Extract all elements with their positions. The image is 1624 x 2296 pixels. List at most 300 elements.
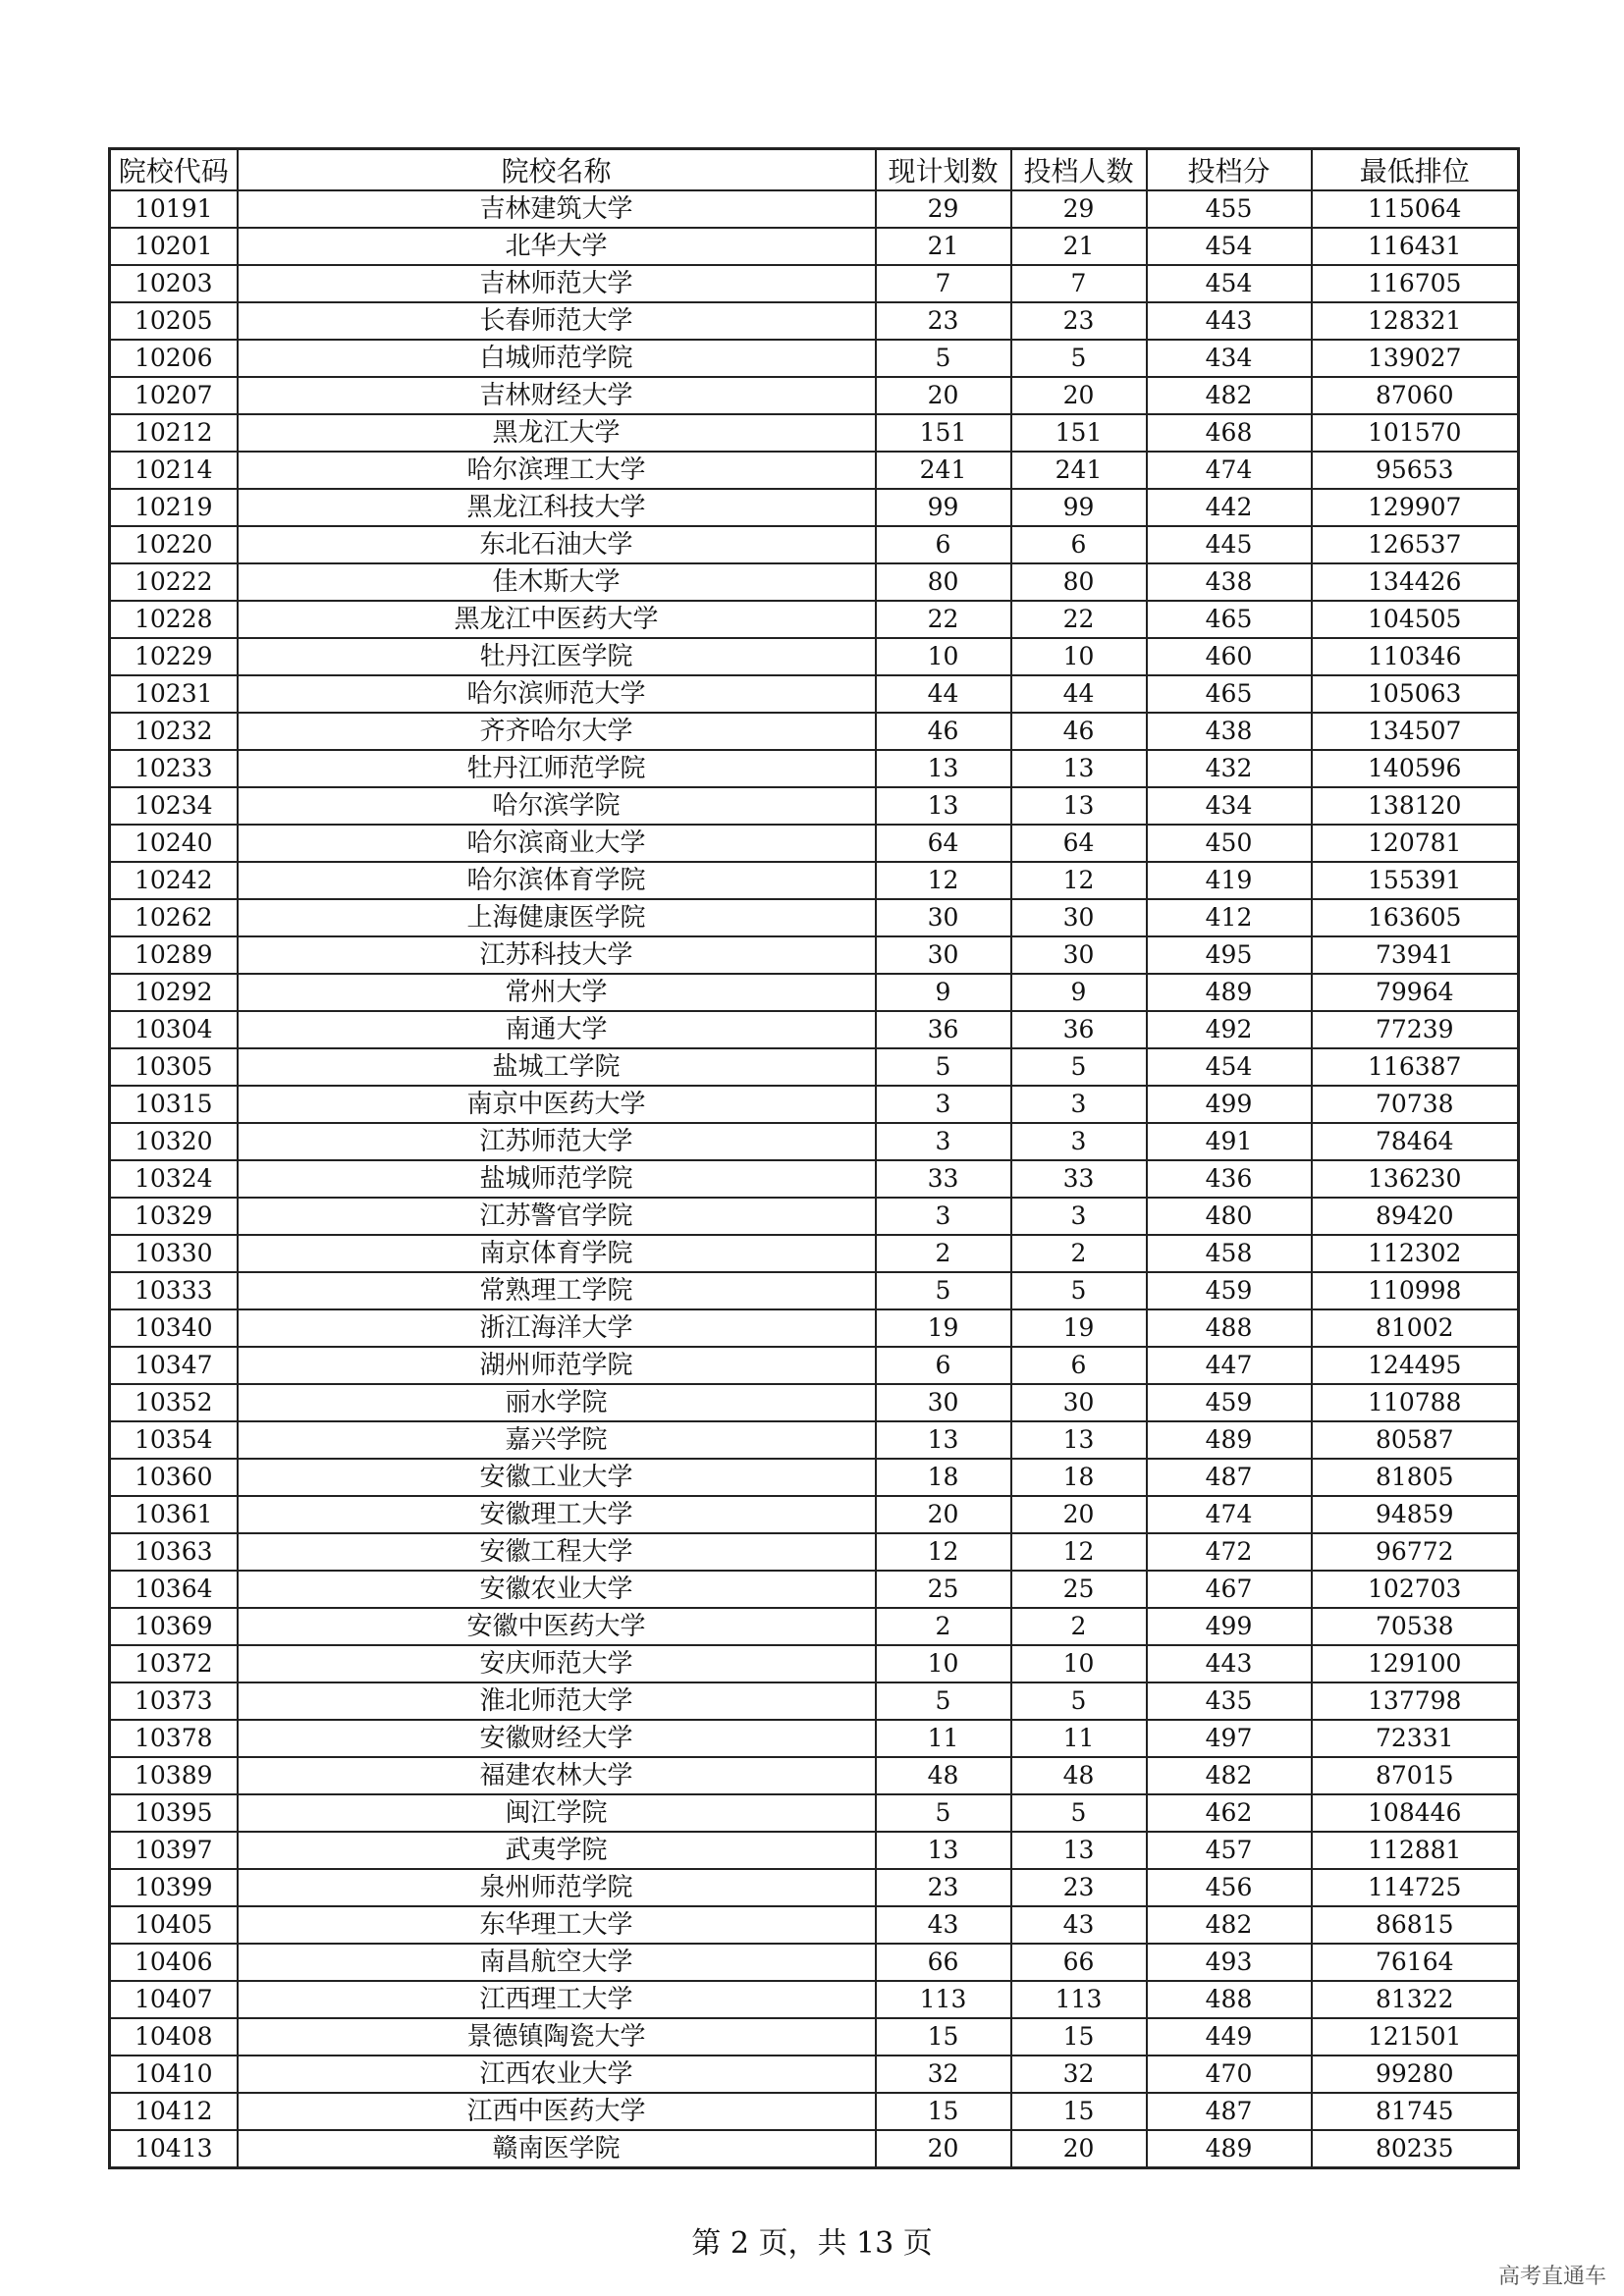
- plan-count-cell: 99: [876, 489, 1011, 526]
- lowest-rank-cell: 121501: [1312, 2018, 1519, 2056]
- school-code-cell: 10395: [110, 1794, 238, 1832]
- admitted-count-cell: 66: [1011, 1944, 1147, 1981]
- lowest-rank-cell: 81002: [1312, 1309, 1519, 1347]
- school-name-cell: 安徽理工大学: [238, 1496, 876, 1533]
- school-name-cell: 福建农林大学: [238, 1757, 876, 1794]
- school-code-cell: 10352: [110, 1384, 238, 1421]
- lowest-rank-cell: 96772: [1312, 1533, 1519, 1571]
- cutoff-score-cell: 432: [1147, 750, 1312, 787]
- cutoff-score-cell: 449: [1147, 2018, 1312, 2056]
- school-code-cell: 10333: [110, 1272, 238, 1309]
- admitted-count-cell: 15: [1011, 2018, 1147, 2056]
- lowest-rank-cell: 72331: [1312, 1720, 1519, 1757]
- plan-count-cell: 30: [876, 899, 1011, 936]
- school-code-cell: 10361: [110, 1496, 238, 1533]
- admitted-count-cell: 22: [1011, 601, 1147, 638]
- school-name-cell: 嘉兴学院: [238, 1421, 876, 1459]
- page-number-footer: 第 2 页，共 13 页: [691, 2226, 933, 2261]
- lowest-rank-cell: 110998: [1312, 1272, 1519, 1309]
- cutoff-score-cell: 495: [1147, 936, 1312, 974]
- plan-count-cell: 23: [876, 1869, 1011, 1906]
- lowest-rank-cell: 108446: [1312, 1794, 1519, 1832]
- school-name-cell: 黑龙江大学: [238, 414, 876, 452]
- school-name-cell: 东北石油大学: [238, 526, 876, 563]
- plan-count-cell: 5: [876, 1682, 1011, 1720]
- plan-count-cell: 13: [876, 750, 1011, 787]
- lowest-rank-cell: 116431: [1312, 228, 1519, 265]
- plan-count-cell: 10: [876, 638, 1011, 675]
- plan-count-cell: 19: [876, 1309, 1011, 1347]
- school-code-cell: 10315: [110, 1086, 238, 1123]
- lowest-rank-cell: 94859: [1312, 1496, 1519, 1533]
- cutoff-score-cell: 482: [1147, 377, 1312, 414]
- lowest-rank-cell: 80587: [1312, 1421, 1519, 1459]
- plan-count-cell: 113: [876, 1981, 1011, 2018]
- school-name-cell: 吉林师范大学: [238, 265, 876, 302]
- cutoff-score-cell: 482: [1147, 1906, 1312, 1944]
- school-name-cell: 江西农业大学: [238, 2056, 876, 2093]
- school-code-cell: 10289: [110, 936, 238, 974]
- school-name-cell: 南京中医药大学: [238, 1086, 876, 1123]
- lowest-rank-cell: 87060: [1312, 377, 1519, 414]
- lowest-rank-cell: 134507: [1312, 713, 1519, 750]
- plan-count-cell: 64: [876, 825, 1011, 862]
- school-code-cell: 10191: [110, 190, 238, 228]
- lowest-rank-cell: 70738: [1312, 1086, 1519, 1123]
- plan-count-cell: 6: [876, 526, 1011, 563]
- school-name-cell: 北华大学: [238, 228, 876, 265]
- cutoff-score-cell: 455: [1147, 190, 1312, 228]
- school-name-cell: 白城师范学院: [238, 340, 876, 377]
- lowest-rank-cell: 163605: [1312, 899, 1519, 936]
- cutoff-score-cell: 488: [1147, 1981, 1312, 2018]
- school-code-cell: 10363: [110, 1533, 238, 1571]
- table-row: [110, 1981, 1519, 2018]
- header-cutoff-score: 投档分: [1147, 149, 1312, 191]
- admitted-count-cell: 80: [1011, 563, 1147, 601]
- admitted-count-cell: 3: [1011, 1198, 1147, 1235]
- admitted-count-cell: 3: [1011, 1123, 1147, 1160]
- school-code-cell: 10201: [110, 228, 238, 265]
- school-name-cell: 安徽财经大学: [238, 1720, 876, 1757]
- school-code-cell: 10220: [110, 526, 238, 563]
- admitted-count-cell: 2: [1011, 1608, 1147, 1645]
- lowest-rank-cell: 114725: [1312, 1869, 1519, 1906]
- school-name-cell: 安庆师范大学: [238, 1645, 876, 1682]
- school-code-cell: 10412: [110, 2093, 238, 2130]
- table-row: [110, 1011, 1519, 1048]
- school-code-cell: 10360: [110, 1459, 238, 1496]
- admitted-count-cell: 20: [1011, 2130, 1147, 2168]
- school-code-cell: 10205: [110, 302, 238, 340]
- school-name-cell: 东华理工大学: [238, 1906, 876, 1944]
- cutoff-score-cell: 468: [1147, 414, 1312, 452]
- cutoff-score-cell: 419: [1147, 862, 1312, 899]
- cutoff-score-cell: 493: [1147, 1944, 1312, 1981]
- table-row: [110, 936, 1519, 974]
- school-name-cell: 闽江学院: [238, 1794, 876, 1832]
- cutoff-score-cell: 499: [1147, 1086, 1312, 1123]
- plan-count-cell: 13: [876, 1832, 1011, 1869]
- school-name-cell: 江苏师范大学: [238, 1123, 876, 1160]
- admitted-count-cell: 13: [1011, 750, 1147, 787]
- table-row: [110, 1384, 1519, 1421]
- table-row: [110, 1682, 1519, 1720]
- table-row: [110, 1608, 1519, 1645]
- plan-count-cell: 36: [876, 1011, 1011, 1048]
- cutoff-score-cell: 434: [1147, 787, 1312, 825]
- lowest-rank-cell: 104505: [1312, 601, 1519, 638]
- plan-count-cell: 11: [876, 1720, 1011, 1757]
- school-code-cell: 10347: [110, 1347, 238, 1384]
- lowest-rank-cell: 112302: [1312, 1235, 1519, 1272]
- plan-count-cell: 2: [876, 1608, 1011, 1645]
- header-admitted-count: 投档人数: [1011, 149, 1147, 191]
- school-code-cell: 10324: [110, 1160, 238, 1198]
- school-name-cell: 江西理工大学: [238, 1981, 876, 2018]
- school-code-cell: 10407: [110, 1981, 238, 2018]
- cutoff-score-cell: 443: [1147, 1645, 1312, 1682]
- cutoff-score-cell: 462: [1147, 1794, 1312, 1832]
- lowest-rank-cell: 87015: [1312, 1757, 1519, 1794]
- plan-count-cell: 22: [876, 601, 1011, 638]
- admitted-count-cell: 46: [1011, 713, 1147, 750]
- plan-count-cell: 7: [876, 265, 1011, 302]
- table-row: [110, 1944, 1519, 1981]
- school-name-cell: 常州大学: [238, 974, 876, 1011]
- admitted-count-cell: 13: [1011, 1832, 1147, 1869]
- lowest-rank-cell: 76164: [1312, 1944, 1519, 1981]
- cutoff-score-cell: 470: [1147, 2056, 1312, 2093]
- table-row: [110, 1496, 1519, 1533]
- header-row: [110, 149, 1519, 191]
- school-code-cell: 10212: [110, 414, 238, 452]
- lowest-rank-cell: 112881: [1312, 1832, 1519, 1869]
- plan-count-cell: 13: [876, 787, 1011, 825]
- school-name-cell: 哈尔滨师范大学: [238, 675, 876, 713]
- plan-count-cell: 5: [876, 1794, 1011, 1832]
- school-code-cell: 10232: [110, 713, 238, 750]
- lowest-rank-cell: 138120: [1312, 787, 1519, 825]
- lowest-rank-cell: 110346: [1312, 638, 1519, 675]
- header-school-name: 院校名称: [238, 149, 876, 191]
- admitted-count-cell: 15: [1011, 2093, 1147, 2130]
- admitted-count-cell: 6: [1011, 526, 1147, 563]
- table-row: [110, 974, 1519, 1011]
- admitted-count-cell: 20: [1011, 1496, 1147, 1533]
- lowest-rank-cell: 81745: [1312, 2093, 1519, 2130]
- admitted-count-cell: 29: [1011, 190, 1147, 228]
- table-row: [110, 2056, 1519, 2093]
- table-header: [110, 149, 1519, 191]
- school-name-cell: 哈尔滨理工大学: [238, 452, 876, 489]
- plan-count-cell: 6: [876, 1347, 1011, 1384]
- admitted-count-cell: 44: [1011, 675, 1147, 713]
- school-code-cell: 10229: [110, 638, 238, 675]
- lowest-rank-cell: 134426: [1312, 563, 1519, 601]
- school-code-cell: 10330: [110, 1235, 238, 1272]
- plan-count-cell: 3: [876, 1198, 1011, 1235]
- table-row: [110, 1123, 1519, 1160]
- table-row: [110, 862, 1519, 899]
- school-name-cell: 湖州师范学院: [238, 1347, 876, 1384]
- admitted-count-cell: 30: [1011, 936, 1147, 974]
- lowest-rank-cell: 79964: [1312, 974, 1519, 1011]
- table-row: [110, 1794, 1519, 1832]
- plan-count-cell: 18: [876, 1459, 1011, 1496]
- cutoff-score-cell: 412: [1147, 899, 1312, 936]
- plan-count-cell: 9: [876, 974, 1011, 1011]
- admitted-count-cell: 241: [1011, 452, 1147, 489]
- school-name-cell: 常熟理工学院: [238, 1272, 876, 1309]
- school-code-cell: 10203: [110, 265, 238, 302]
- cutoff-score-cell: 438: [1147, 713, 1312, 750]
- lowest-rank-cell: 110788: [1312, 1384, 1519, 1421]
- admitted-count-cell: 5: [1011, 1682, 1147, 1720]
- school-code-cell: 10228: [110, 601, 238, 638]
- cutoff-score-cell: 442: [1147, 489, 1312, 526]
- school-code-cell: 10413: [110, 2130, 238, 2168]
- cutoff-score-cell: 489: [1147, 2130, 1312, 2168]
- school-name-cell: 景德镇陶瓷大学: [238, 2018, 876, 2056]
- table-row: [110, 1160, 1519, 1198]
- cutoff-score-cell: 467: [1147, 1571, 1312, 1608]
- admitted-count-cell: 12: [1011, 862, 1147, 899]
- cutoff-score-cell: 438: [1147, 563, 1312, 601]
- school-code-cell: 10292: [110, 974, 238, 1011]
- school-name-cell: 安徽工程大学: [238, 1533, 876, 1571]
- school-name-cell: 江苏科技大学: [238, 936, 876, 974]
- school-code-cell: 10408: [110, 2018, 238, 2056]
- lowest-rank-cell: 81322: [1312, 1981, 1519, 2018]
- cutoff-score-cell: 480: [1147, 1198, 1312, 1235]
- plan-count-cell: 33: [876, 1160, 1011, 1198]
- school-name-cell: 安徽农业大学: [238, 1571, 876, 1608]
- table-row: [110, 1048, 1519, 1086]
- table-row: [110, 1720, 1519, 1757]
- school-code-cell: 10372: [110, 1645, 238, 1682]
- plan-count-cell: 29: [876, 190, 1011, 228]
- cutoff-score-cell: 460: [1147, 638, 1312, 675]
- lowest-rank-cell: 78464: [1312, 1123, 1519, 1160]
- school-code-cell: 10354: [110, 1421, 238, 1459]
- header-plan-count: 现计划数: [876, 149, 1011, 191]
- admitted-count-cell: 9: [1011, 974, 1147, 1011]
- school-code-cell: 10240: [110, 825, 238, 862]
- plan-count-cell: 15: [876, 2093, 1011, 2130]
- admitted-count-cell: 36: [1011, 1011, 1147, 1048]
- school-name-cell: 牡丹江师范学院: [238, 750, 876, 787]
- cutoff-score-cell: 474: [1147, 1496, 1312, 1533]
- plan-count-cell: 5: [876, 1048, 1011, 1086]
- admitted-count-cell: 13: [1011, 787, 1147, 825]
- admitted-count-cell: 33: [1011, 1160, 1147, 1198]
- lowest-rank-cell: 95653: [1312, 452, 1519, 489]
- cutoff-score-cell: 445: [1147, 526, 1312, 563]
- admitted-count-cell: 43: [1011, 1906, 1147, 1944]
- school-name-cell: 南京体育学院: [238, 1235, 876, 1272]
- lowest-rank-cell: 116705: [1312, 265, 1519, 302]
- table-row: [110, 1235, 1519, 1272]
- school-code-cell: 10214: [110, 452, 238, 489]
- plan-count-cell: 46: [876, 713, 1011, 750]
- admitted-count-cell: 10: [1011, 638, 1147, 675]
- table-row: [110, 1272, 1519, 1309]
- lowest-rank-cell: 80235: [1312, 2130, 1519, 2168]
- school-code-cell: 10369: [110, 1608, 238, 1645]
- table-row: [110, 1757, 1519, 1794]
- school-code-cell: 10364: [110, 1571, 238, 1608]
- cutoff-score-cell: 465: [1147, 601, 1312, 638]
- plan-count-cell: 151: [876, 414, 1011, 452]
- school-code-cell: 10378: [110, 1720, 238, 1757]
- lowest-rank-cell: 70538: [1312, 1608, 1519, 1645]
- school-name-cell: 江苏警官学院: [238, 1198, 876, 1235]
- plan-count-cell: 241: [876, 452, 1011, 489]
- school-code-cell: 10410: [110, 2056, 238, 2093]
- school-code-cell: 10399: [110, 1869, 238, 1906]
- table-row: [110, 452, 1519, 489]
- admitted-count-cell: 5: [1011, 1048, 1147, 1086]
- lowest-rank-cell: 129907: [1312, 489, 1519, 526]
- table-row: [110, 1533, 1519, 1571]
- admitted-count-cell: 23: [1011, 1869, 1147, 1906]
- school-name-cell: 丽水学院: [238, 1384, 876, 1421]
- school-code-cell: 10233: [110, 750, 238, 787]
- school-code-cell: 10305: [110, 1048, 238, 1086]
- cutoff-score-cell: 492: [1147, 1011, 1312, 1048]
- cutoff-score-cell: 487: [1147, 2093, 1312, 2130]
- table-row: [110, 1869, 1519, 1906]
- table-row: [110, 2018, 1519, 2056]
- school-name-cell: 赣南医学院: [238, 2130, 876, 2168]
- plan-count-cell: 3: [876, 1123, 1011, 1160]
- lowest-rank-cell: 140596: [1312, 750, 1519, 787]
- school-name-cell: 黑龙江中医药大学: [238, 601, 876, 638]
- cutoff-score-cell: 436: [1147, 1160, 1312, 1198]
- plan-count-cell: 15: [876, 2018, 1011, 2056]
- admitted-count-cell: 5: [1011, 1794, 1147, 1832]
- school-name-cell: 哈尔滨商业大学: [238, 825, 876, 862]
- table-row: [110, 414, 1519, 452]
- plan-count-cell: 2: [876, 1235, 1011, 1272]
- lowest-rank-cell: 120781: [1312, 825, 1519, 862]
- lowest-rank-cell: 129100: [1312, 1645, 1519, 1682]
- lowest-rank-cell: 73941: [1312, 936, 1519, 974]
- header-lowest-rank: 最低排位: [1312, 149, 1519, 191]
- cutoff-score-cell: 489: [1147, 974, 1312, 1011]
- cutoff-score-cell: 489: [1147, 1421, 1312, 1459]
- cutoff-score-cell: 454: [1147, 228, 1312, 265]
- cutoff-score-cell: 497: [1147, 1720, 1312, 1757]
- table-row: [110, 1421, 1519, 1459]
- plan-count-cell: 48: [876, 1757, 1011, 1794]
- lowest-rank-cell: 115064: [1312, 190, 1519, 228]
- cutoff-score-cell: 454: [1147, 265, 1312, 302]
- table-row: [110, 638, 1519, 675]
- table-row: [110, 750, 1519, 787]
- admitted-count-cell: 3: [1011, 1086, 1147, 1123]
- lowest-rank-cell: 155391: [1312, 862, 1519, 899]
- school-code-cell: 10340: [110, 1309, 238, 1347]
- plan-count-cell: 20: [876, 2130, 1011, 2168]
- admitted-count-cell: 113: [1011, 1981, 1147, 2018]
- plan-count-cell: 66: [876, 1944, 1011, 1981]
- school-name-cell: 吉林建筑大学: [238, 190, 876, 228]
- plan-count-cell: 21: [876, 228, 1011, 265]
- table-row: [110, 2130, 1519, 2168]
- plan-count-cell: 5: [876, 340, 1011, 377]
- cutoff-score-cell: 458: [1147, 1235, 1312, 1272]
- cutoff-score-cell: 465: [1147, 675, 1312, 713]
- lowest-rank-cell: 77239: [1312, 1011, 1519, 1048]
- school-code-cell: 10231: [110, 675, 238, 713]
- admitted-count-cell: 20: [1011, 377, 1147, 414]
- admitted-count-cell: 5: [1011, 340, 1147, 377]
- admitted-count-cell: 10: [1011, 1645, 1147, 1682]
- school-name-cell: 吉林财经大学: [238, 377, 876, 414]
- admitted-count-cell: 2: [1011, 1235, 1147, 1272]
- admitted-count-cell: 21: [1011, 228, 1147, 265]
- admitted-count-cell: 30: [1011, 1384, 1147, 1421]
- plan-count-cell: 32: [876, 2056, 1011, 2093]
- cutoff-score-cell: 488: [1147, 1309, 1312, 1347]
- table-row: [110, 2093, 1519, 2130]
- cutoff-score-cell: 450: [1147, 825, 1312, 862]
- lowest-rank-cell: 136230: [1312, 1160, 1519, 1198]
- lowest-rank-cell: 124495: [1312, 1347, 1519, 1384]
- plan-count-cell: 13: [876, 1421, 1011, 1459]
- table-row: [110, 825, 1519, 862]
- table-row: [110, 1198, 1519, 1235]
- cutoff-score-cell: 487: [1147, 1459, 1312, 1496]
- plan-count-cell: 80: [876, 563, 1011, 601]
- school-name-cell: 哈尔滨体育学院: [238, 862, 876, 899]
- cutoff-score-cell: 499: [1147, 1608, 1312, 1645]
- watermark-text: 高考直通车: [1497, 2265, 1606, 2289]
- cutoff-score-cell: 443: [1147, 302, 1312, 340]
- plan-count-cell: 23: [876, 302, 1011, 340]
- table-row: [110, 377, 1519, 414]
- school-name-cell: 盐城师范学院: [238, 1160, 876, 1198]
- school-name-cell: 哈尔滨学院: [238, 787, 876, 825]
- table-row: [110, 1906, 1519, 1944]
- lowest-rank-cell: 89420: [1312, 1198, 1519, 1235]
- lowest-rank-cell: 137798: [1312, 1682, 1519, 1720]
- lowest-rank-cell: 105063: [1312, 675, 1519, 713]
- school-name-cell: 上海健康医学院: [238, 899, 876, 936]
- table-row: [110, 1571, 1519, 1608]
- table-row: [110, 1086, 1519, 1123]
- admitted-count-cell: 19: [1011, 1309, 1147, 1347]
- school-name-cell: 齐齐哈尔大学: [238, 713, 876, 750]
- lowest-rank-cell: 116387: [1312, 1048, 1519, 1086]
- school-name-cell: 江西中医药大学: [238, 2093, 876, 2130]
- school-name-cell: 安徽工业大学: [238, 1459, 876, 1496]
- lowest-rank-cell: 86815: [1312, 1906, 1519, 1944]
- school-name-cell: 淮北师范大学: [238, 1682, 876, 1720]
- cutoff-score-cell: 459: [1147, 1272, 1312, 1309]
- school-code-cell: 10219: [110, 489, 238, 526]
- admitted-count-cell: 23: [1011, 302, 1147, 340]
- table-row: [110, 675, 1519, 713]
- plan-count-cell: 20: [876, 377, 1011, 414]
- plan-count-cell: 44: [876, 675, 1011, 713]
- admitted-count-cell: 99: [1011, 489, 1147, 526]
- table-row: [110, 1832, 1519, 1869]
- school-name-cell: 安徽中医药大学: [238, 1608, 876, 1645]
- table-row: [110, 899, 1519, 936]
